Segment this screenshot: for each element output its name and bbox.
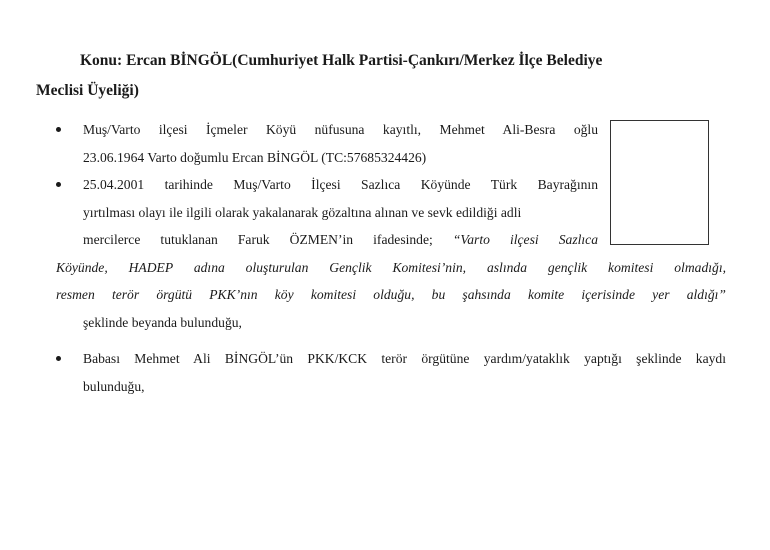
list-item-identity <box>56 116 726 171</box>
list-item-testimony <box>56 171 726 336</box>
list-item-father-record <box>56 345 726 400</box>
father-record-line-2: bulunduğu, <box>83 378 145 394</box>
bullet-icon <box>56 356 61 361</box>
identity-line-2: 23.06.1964 Varto doğumlu Ercan BİNGÖL (TC:57685324426) <box>83 149 427 165</box>
testimony-line-3 <box>83 226 598 254</box>
subject-line-2: Meclisi Üyeliği) <box>36 82 139 99</box>
testimony-line-6: şeklinde beyanda bulunduğu, <box>83 314 242 330</box>
subject-heading <box>36 46 726 106</box>
testimony-quote-line-4: Köyünde, HADEP adına oluşturulan Gençlik Komitesi’nin, aslında gençlik komitesi olmadığı, <box>56 259 726 275</box>
bullet-list <box>56 116 726 400</box>
testimony-line-2: yırtılması olayı ile ilgili olarak yakalanarak gözaltına alınan ve sevk edildiği adli <box>83 204 522 220</box>
father-record-line-1: Babası Mehmet Ali BİNGÖL’ün PKK/KCK terör örgütüne yardım/yataklık yaptığı şeklinde kaydı <box>83 351 726 366</box>
subject-line-1: Konu: Ercan BİNGÖL(Cumhuriyet Halk Partisi-Çankırı/Merkez İlçe Belediye <box>80 52 603 69</box>
testimony-quote-start: “Varto ilçesi Sazlıca <box>452 232 598 247</box>
testimony-line-1: 25.04.2001 tarihinde Muş/Varto İlçesi Sazlıca Köyünde Türk Bayrağının <box>83 177 598 192</box>
testimony-line-3-text: mercilerce tutuklanan Faruk ÖZMEN’in ifadesinde; <box>83 232 453 247</box>
bullet-icon <box>56 182 61 187</box>
identity-line-1: Muş/Varto ilçesi İçmeler Köyü nüfusuna kayıtlı, Mehmet Ali-Besra oğlu <box>83 122 598 137</box>
testimony-quote-line-5: resmen terör örgütü PKK’nın köy komitesi olduğu, bu şahsında komite içerisinde yer aldığı” <box>56 287 726 302</box>
bullet-icon <box>56 127 61 132</box>
